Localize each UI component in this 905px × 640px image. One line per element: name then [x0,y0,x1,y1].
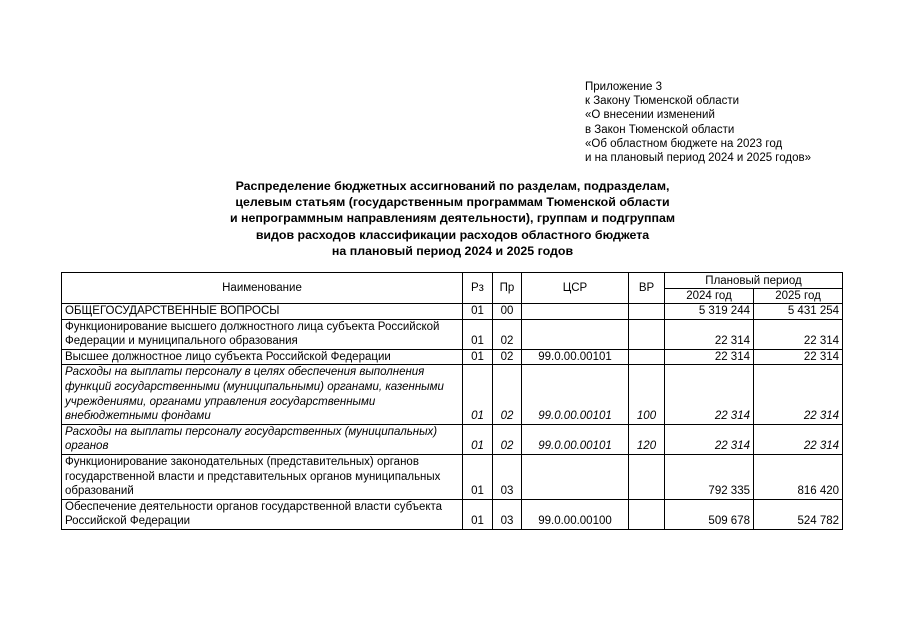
header-csr: ЦСР [522,273,629,304]
table-row [62,304,843,320]
title-line: на плановый период 2024 и 2025 годов [331,243,574,258]
title-line: Распределение бюджетных ассигнований по разделам, подразделам, [235,179,670,193]
cell-name: Расходы на выплаты персоналу государственных (муниципальных) органов [62,424,463,454]
header-planned-period: Плановый период [665,273,843,289]
cell-rz: 01 [463,319,493,349]
cell-name: Функционирование законодательных (представительных) органов государственной власти и представительных органов муниципальных образований [62,454,463,499]
cell-amount-2025: 22 314 [754,349,843,365]
cell-amount-2024: 22 314 [665,319,754,349]
cell-name: Высшее должностное лицо субъекта Российской Федерации [62,349,463,365]
cell-vr [629,454,665,499]
cell-vr [629,304,665,320]
title-line: видов расходов классификации расходов областного бюджета [255,227,650,242]
cell-rz: 01 [463,454,493,499]
cell-pr: 03 [493,499,522,529]
cell-csr: 99.0.00.00100 [522,499,629,529]
cell-csr [522,319,629,349]
appendix-line: «Об областном бюджете на 2023 год [585,137,783,150]
cell-pr: 02 [493,349,522,365]
appendix-line: и на плановый период 2024 и 2025 годов» [585,152,811,165]
table-row [62,365,843,424]
cell-amount-2025: 22 314 [754,424,843,454]
table-row [62,319,843,349]
cell-amount-2024: 22 314 [665,424,754,454]
document-title [60,178,845,259]
appendix-line: к Закону Тюменской области [585,95,740,108]
table-row [62,499,843,529]
cell-pr: 02 [493,319,522,349]
cell-amount-2024: 5 319 244 [665,304,754,320]
appendix-line: в Закон Тюменской области [585,123,735,136]
appendix-line: Приложение 3 [585,81,663,93]
cell-amount-2024: 22 314 [665,349,754,365]
title-line: и непрограммным направлениям деятельности), группам и подгруппам [229,211,676,226]
cell-amount-2024: 22 314 [665,365,754,424]
cell-name: Функционирование высшего должностного лица субъекта Российской Федерации и муниципального образования [62,319,463,349]
cell-rz: 01 [463,424,493,454]
cell-pr: 02 [493,424,522,454]
cell-rz: 01 [463,499,493,529]
cell-pr: 03 [493,454,522,499]
cell-csr [522,454,629,499]
header-name: Наименование [62,273,463,304]
header-year-2024: 2024 год [665,289,754,304]
cell-csr [522,304,629,320]
cell-name: Расходы на выплаты персоналу в целях обеспечения выполнения функций государственными (муниципальными) органами, казенными учреждениями, органами управления государственными внебюджетными фондами [62,365,463,424]
cell-vr [629,499,665,529]
appendix-header [585,80,811,165]
cell-vr: 100 [629,365,665,424]
cell-csr: 99.0.00.00101 [522,365,629,424]
cell-rz: 01 [463,365,493,424]
header-pr: Пр [493,273,522,304]
cell-vr [629,349,665,365]
cell-amount-2025: 816 420 [754,454,843,499]
header-vr: ВР [629,273,665,304]
cell-pr: 02 [493,365,522,424]
header-rz: Рз [463,273,493,304]
cell-rz: 01 [463,349,493,365]
budget-table [61,272,843,530]
table-row [62,424,843,454]
appendix-line: «О внесении изменений [585,109,715,122]
cell-amount-2025: 22 314 [754,365,843,424]
header-year-2025: 2025 год [754,289,843,304]
cell-name: Обеспечение деятельности органов государственной власти субъекта Российской Федерации [62,499,463,529]
cell-amount-2025: 524 782 [754,499,843,529]
table-row [62,349,843,365]
cell-amount-2025: 5 431 254 [754,304,843,320]
cell-csr: 99.0.00.00101 [522,349,629,365]
cell-amount-2025: 22 314 [754,319,843,349]
cell-amount-2024: 509 678 [665,499,754,529]
cell-rz: 01 [463,304,493,320]
cell-pr: 00 [493,304,522,320]
cell-vr [629,319,665,349]
cell-vr: 120 [629,424,665,454]
cell-amount-2024: 792 335 [665,454,754,499]
cell-csr: 99.0.00.00101 [522,424,629,454]
title-line: целевым статьям (государственным программам Тюменской области [235,195,670,210]
table-row [62,454,843,499]
cell-name: ОБЩЕГОСУДАРСТВЕННЫЕ ВОПРОСЫ [62,304,463,320]
